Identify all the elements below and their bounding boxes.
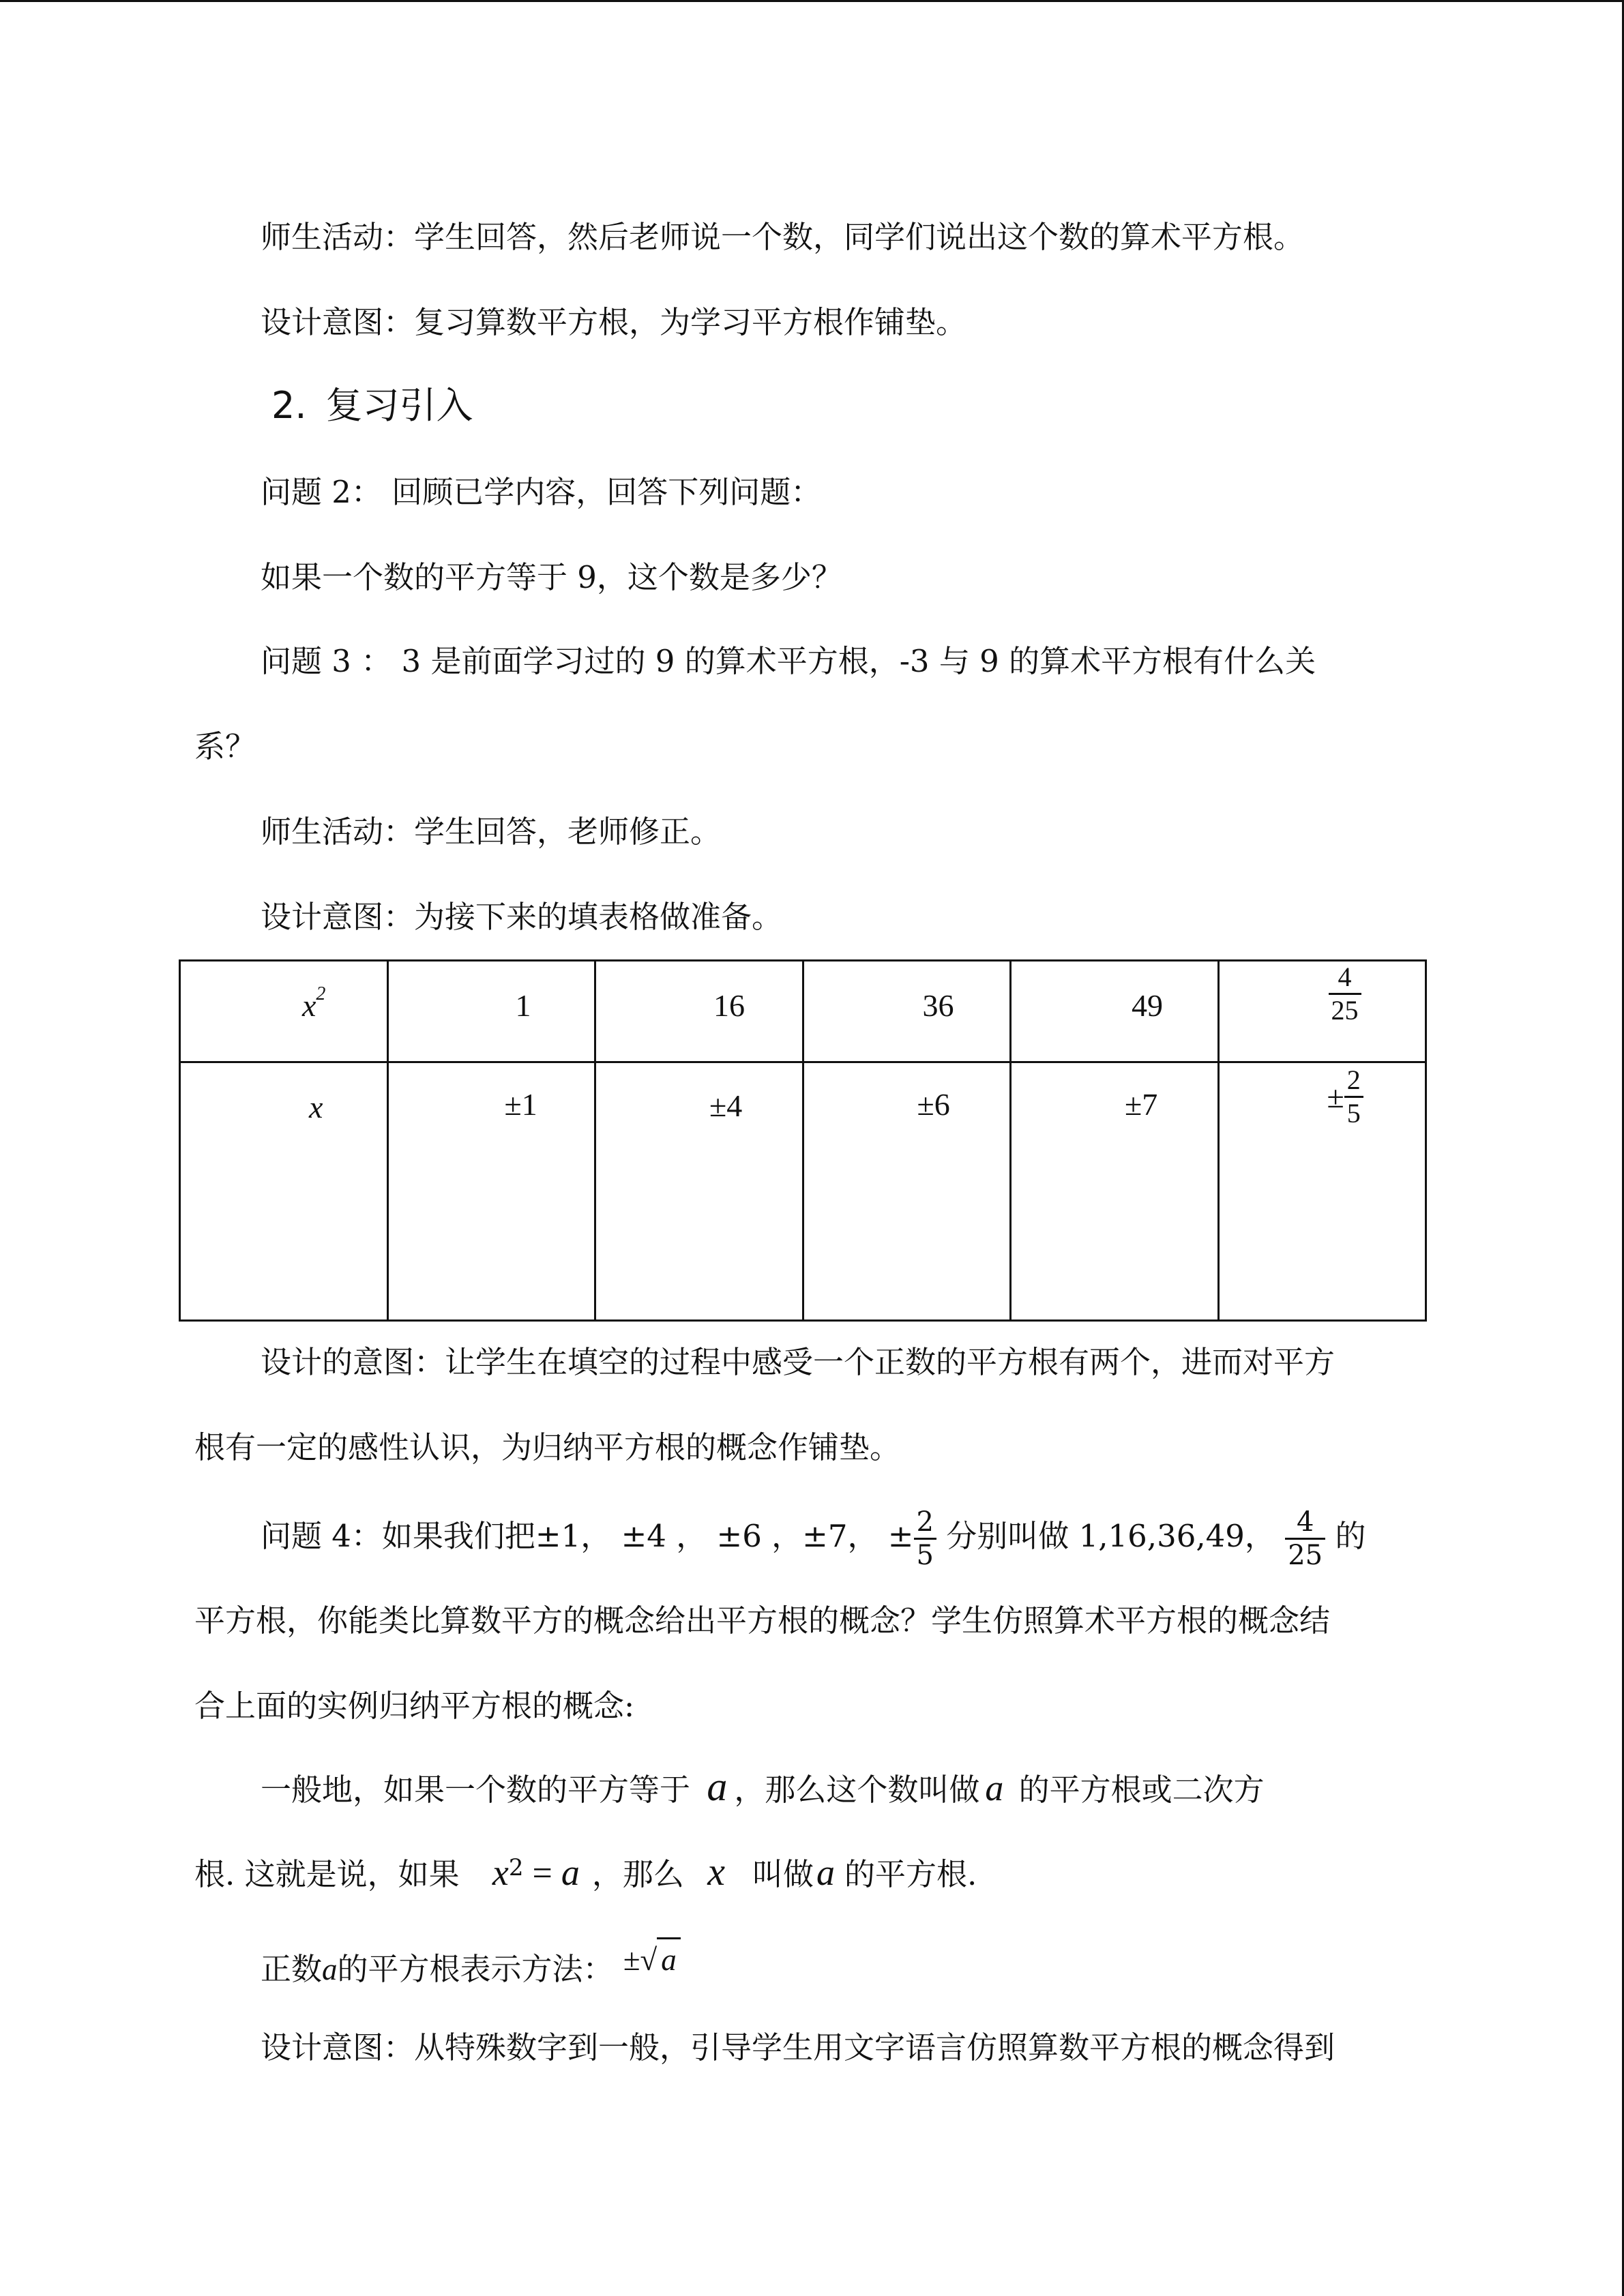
math-x: x xyxy=(492,1852,509,1893)
definition-cont-text-d: 的平方根. xyxy=(844,1856,977,1892)
math-x: x xyxy=(707,1849,725,1894)
fraction-numerator: 2 xyxy=(914,1506,936,1540)
fraction-numerator: 2 xyxy=(1344,1064,1363,1098)
cell-value: 1 xyxy=(515,988,531,1023)
math-a: a xyxy=(561,1852,580,1893)
paragraph-question-4 xyxy=(261,1506,1365,1571)
square-root-symbol xyxy=(640,1937,681,1980)
fraction-numerator: 4 xyxy=(1329,961,1361,995)
fraction-denominator: 5 xyxy=(916,1540,934,1571)
cell-value: 16 xyxy=(713,988,745,1023)
math-equals: = xyxy=(523,1854,561,1893)
paragraph-design-intent-3-cont: 根有一定的感性认识，为归纳平方根的概念作铺垫。 xyxy=(194,1429,901,1465)
paragraph-design-intent-1: 设计意图：复习算数平方根，为学习平方根作铺垫。 xyxy=(261,304,967,340)
table-row xyxy=(180,961,1426,1062)
table-cell xyxy=(387,1062,595,1321)
fraction-2-5 xyxy=(914,1506,936,1571)
fraction-4-25 xyxy=(1285,1506,1325,1571)
radical-sign: √ xyxy=(640,1943,658,1977)
definition-text-c: 的平方根或二次方 xyxy=(1018,1772,1265,1808)
cell-x-label: x xyxy=(309,1090,323,1124)
math-a: a xyxy=(322,1952,338,1986)
square-root-table xyxy=(179,959,1427,1322)
table-cell xyxy=(803,961,1011,1062)
section-number: 2. xyxy=(271,384,307,427)
paragraph-question-2: 问题 2： 回顾已学内容，回答下列问题： xyxy=(261,474,822,510)
plus-minus-sign: ± xyxy=(623,1943,640,1977)
math-exponent: 2 xyxy=(508,1854,524,1881)
radicand: a xyxy=(657,1937,681,1980)
paragraph-notation xyxy=(261,1943,681,1990)
fraction-4-25 xyxy=(1329,961,1361,1026)
notation-text-b: 的平方根表示方法： xyxy=(337,1951,614,1987)
plus-minus-sign: ± xyxy=(1327,1079,1344,1114)
math-a: a xyxy=(707,1764,728,1809)
paragraph-analogy-cont: 合上面的实例归纳平方根的概念: xyxy=(194,1688,635,1724)
definition-text-a: 一般地，如果一个数的平方等于 xyxy=(261,1772,691,1808)
table-cell xyxy=(387,961,595,1062)
table-row xyxy=(180,1062,1426,1321)
paragraph-analogy: 平方根，你能类比算数平方的概念给出平方根的概念？学生仿照算术平方根的概念结 xyxy=(194,1602,1331,1639)
fraction-denominator: 5 xyxy=(1346,1098,1361,1129)
page-border-top xyxy=(0,0,1624,2)
table-cell xyxy=(1218,961,1426,1062)
question-4-text-a: 问题 4：如果我们把±1， ±4 ， ±6 ，±7， ± xyxy=(261,1518,914,1554)
cell-value: 36 xyxy=(922,988,954,1023)
math-a: a xyxy=(985,1768,1004,1808)
paragraph-teacher-activity-1: 师生活动：学生回答，然后老师说一个数，同学们说出这个数的算术平方根。 xyxy=(261,219,1305,255)
paragraph-teacher-activity-2: 师生活动：学生回答，老师修正。 xyxy=(261,814,722,850)
fraction-2-5 xyxy=(1344,1064,1363,1129)
cell-value: 49 xyxy=(1132,988,1163,1023)
definition-cont-text-b: ，那么 xyxy=(591,1856,684,1892)
paragraph-design-intent-4: 设计意图：从特殊数字到一般，引导学生用文字语言仿照算数平方根的概念得到 xyxy=(261,2029,1335,2066)
paragraph-definition xyxy=(261,1766,1265,1810)
table-cell xyxy=(1011,1062,1219,1321)
table-cell xyxy=(803,1062,1011,1321)
cell-x-squared-base: x xyxy=(302,988,316,1023)
cell-value: ±4 xyxy=(709,1088,743,1123)
definition-cont-text-c: 叫做 xyxy=(752,1856,814,1892)
question-4-text-b: 分别叫做 1,16,36,49， xyxy=(946,1518,1275,1554)
paragraph-question-3-cont: 系？ xyxy=(194,728,256,764)
table-cell xyxy=(180,1062,388,1321)
paragraph-question-3: 问题 3 ： 3 是前面学习过的 9 的算术平方根，-3 与 9 的算术平方根有什么关 xyxy=(261,643,1316,679)
definition-text-b: ，那么这个数叫做 xyxy=(734,1772,980,1808)
section-title: 复习引入 xyxy=(325,384,473,427)
math-a: a xyxy=(816,1852,835,1893)
cell-x-squared-exponent: 2 xyxy=(316,983,326,1004)
table-cell xyxy=(595,1062,803,1321)
paragraph-square-nine: 如果一个数的平方等于 9，这个数是多少？ xyxy=(261,559,842,595)
fraction-denominator: 25 xyxy=(1288,1540,1323,1571)
cell-value: ±1 xyxy=(504,1087,537,1122)
paragraph-design-intent-3: 设计的意图：让学生在填空的过程中感受一个正数的平方根有两个，进而对平方 xyxy=(261,1344,1335,1380)
fraction-denominator: 25 xyxy=(1331,995,1359,1026)
definition-cont-text-a: 根. 这就是说，如果 xyxy=(194,1856,460,1892)
cell-value: ±6 xyxy=(917,1087,950,1122)
table-cell xyxy=(1011,961,1219,1062)
cell-value: ±7 xyxy=(1125,1087,1158,1122)
table-cell xyxy=(1218,1062,1426,1321)
section-heading xyxy=(271,383,473,428)
table-cell xyxy=(595,961,803,1062)
notation-text-a: 正数 xyxy=(261,1951,323,1987)
paragraph-design-intent-2: 设计意图：为接下来的填表格做准备。 xyxy=(261,899,783,935)
fraction-numerator: 4 xyxy=(1285,1506,1325,1540)
table-cell xyxy=(180,961,388,1062)
paragraph-definition-cont xyxy=(194,1851,977,1895)
question-4-text-c: 的 xyxy=(1335,1518,1366,1554)
